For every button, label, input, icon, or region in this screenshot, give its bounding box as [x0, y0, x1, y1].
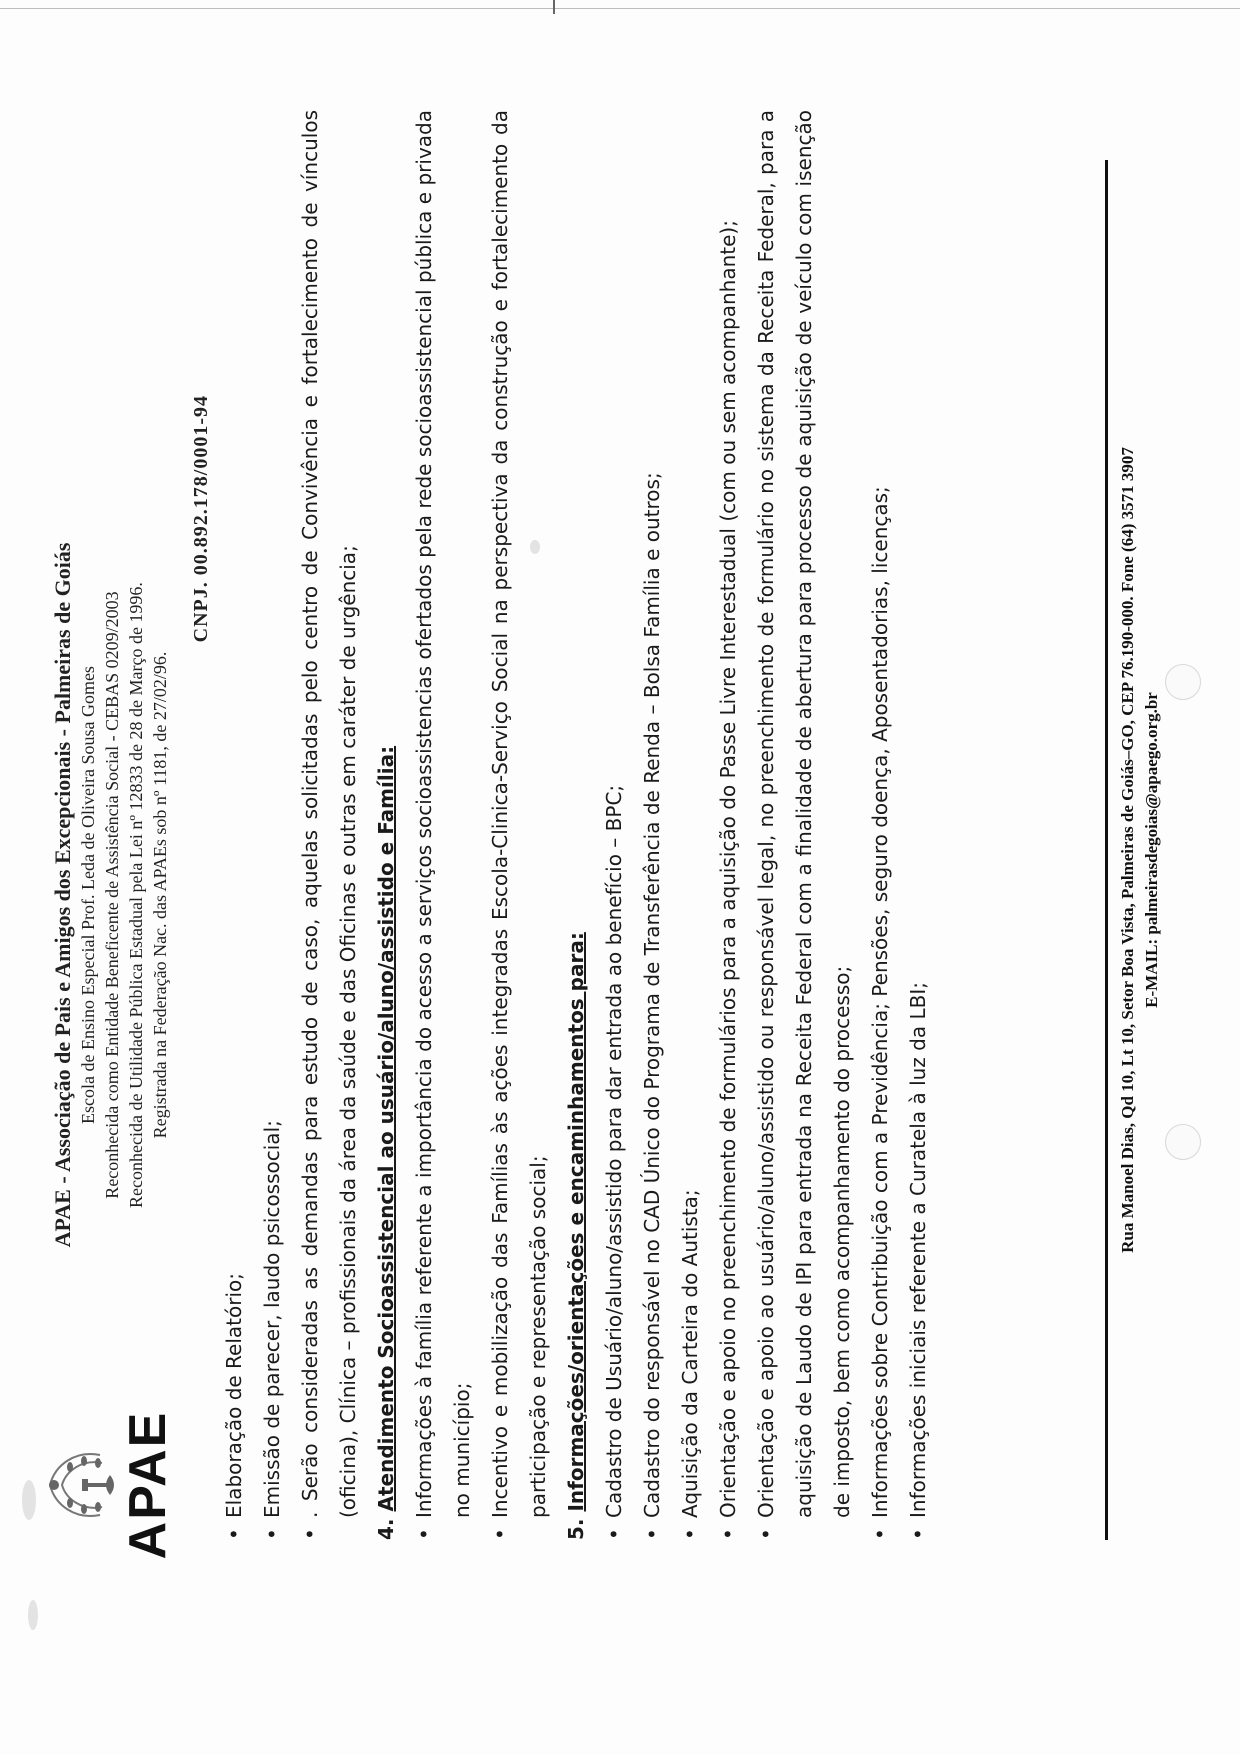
- bullet: •: [906, 1528, 930, 1540]
- bullet: •: [222, 1528, 246, 1540]
- list-item: [291, 110, 367, 1540]
- list-item-text: . Serão consideradas as demandas para estudo de caso, aquelas solicitadas pelo centro de Convivência e fortalecimento de vínculos (oficina), Clínica – profissionais da área da saúde e das Oficinas e outras em caráter de urgência;: [298, 110, 360, 1518]
- bullet: •: [754, 1528, 778, 1540]
- section-5-heading: [557, 110, 595, 1540]
- bullet: •: [412, 1528, 436, 1540]
- list-item-text: Elaboração de Relatório;: [222, 1272, 246, 1518]
- cebas-line: Reconhecida como Entidade Beneficente de Assistência Social - CEBAS 0209/2003: [102, 591, 122, 1199]
- bullet: •: [640, 1528, 664, 1540]
- cnpj-number: CNPJ. 00.892.178/0001-94: [190, 395, 212, 643]
- list-item: [709, 110, 747, 1540]
- section-number: 4.: [374, 1518, 398, 1540]
- list-item-text: Cadastro do responsável no CAD Único do Programa de Transferência de Renda – Bolsa Família e outros;: [640, 472, 664, 1518]
- section-number: 5.: [564, 1518, 588, 1540]
- bullet: •: [716, 1528, 740, 1540]
- list-item-text: Cadastro de Usuário/aluno/assistido para dar entrada ao benefício – BPC;: [602, 784, 626, 1518]
- list-item: [215, 110, 253, 1540]
- organization-name: APAE - Associação de Pais e Amigos dos Excepcionais - Palmeiras de Goiás: [50, 542, 75, 1248]
- list-item: [481, 110, 557, 1540]
- list-item-text: Orientação e apoio ao usuário/aluno/assistido ou responsável legal, no preenchimento de formulário no sistema da Receita Federal, para a aquisição de Laudo de IPI para entrada na Receita Federal com a finalidade de abertura para processo de aquisição de veículo com isenção de imposto, bem como acompanhamento do processo;: [754, 110, 854, 1518]
- list-item: [405, 110, 481, 1540]
- section-title: Atendimento Socioassistencial ao usuário/aluno/assistido e Família:: [374, 745, 398, 1512]
- document-body: [215, 110, 937, 1540]
- letterhead: [40, 395, 210, 1395]
- list-item-text: Orientação e apoio no preenchimento de formulários para a aquisição do Passe Livre Interestadual (com ou sem acompanhante);: [716, 220, 740, 1518]
- footer-address: Rua Manoel Dias, Qd 10, Lt 10, Setor Boa Vista, Palmeiras de Goiás–GO, CEP 76.190-000. Fone (64) 3571 3907: [1118, 447, 1137, 1253]
- public-utility-line: Reconhecida de Utilidade Pública Estadual pela Lei nº 12833 de 28 de Março de 1996.: [126, 582, 146, 1208]
- bullet: •: [488, 1528, 512, 1540]
- list-item-text: Aquisição da Carteira do Autista;: [678, 1189, 702, 1518]
- bullet: •: [678, 1528, 702, 1540]
- punch-hole: [1165, 1124, 1201, 1160]
- footer-divider: [1105, 160, 1108, 1540]
- punch-hole: [1165, 664, 1201, 700]
- apae-emblem-icon: [40, 1445, 122, 1525]
- federation-line: Registrada na Federação Nac. das APAEs sob nº 1181, de 27/02/96.: [150, 651, 170, 1139]
- logo-wordmark: APAE: [119, 1410, 177, 1560]
- apae-logo: [40, 1405, 200, 1565]
- bullet: •: [868, 1528, 892, 1540]
- list-item: [747, 110, 861, 1540]
- list-item: [595, 110, 633, 1540]
- list-item-text: Informações à família referente a importância do acesso a serviços socioassistencias ofertados pela rede socioassistencial pública e privada no município;: [412, 110, 474, 1518]
- school-name: Escola de Ensino Especial Prof. Leda de Oliveira Sousa Gomes: [78, 666, 98, 1124]
- bullet: •: [602, 1528, 626, 1540]
- list-item: [899, 110, 937, 1540]
- list-item-text: Emissão de parecer, laudo psicossocial;: [260, 1120, 284, 1518]
- section-title: Informações/orientações e encaminhamentos para:: [564, 932, 588, 1512]
- bullet: •: [260, 1528, 284, 1540]
- footer-email: E-MAIL: palmeirasdegoias@apaego.org.br: [1142, 692, 1161, 1008]
- list-item: [633, 110, 671, 1540]
- list-item: [861, 110, 899, 1540]
- section-4-heading: [367, 110, 405, 1540]
- list-item-text: Informações sobre Contribuição com a Previdência; Pensões, seguro doença, Aposentadorias, licenças;: [868, 486, 892, 1518]
- list-item-text: Informações iniciais referente a Curatela à luz da LBI;: [906, 982, 930, 1518]
- list-item: [671, 110, 709, 1540]
- list-item: [253, 110, 291, 1540]
- list-item-text: Incentivo e mobilização das Famílias às ações integradas Escola-Clinica-Serviço Social na perspectiva da construção e fortalecimento da participação e representação social;: [488, 110, 550, 1518]
- bullet: •: [298, 1528, 322, 1540]
